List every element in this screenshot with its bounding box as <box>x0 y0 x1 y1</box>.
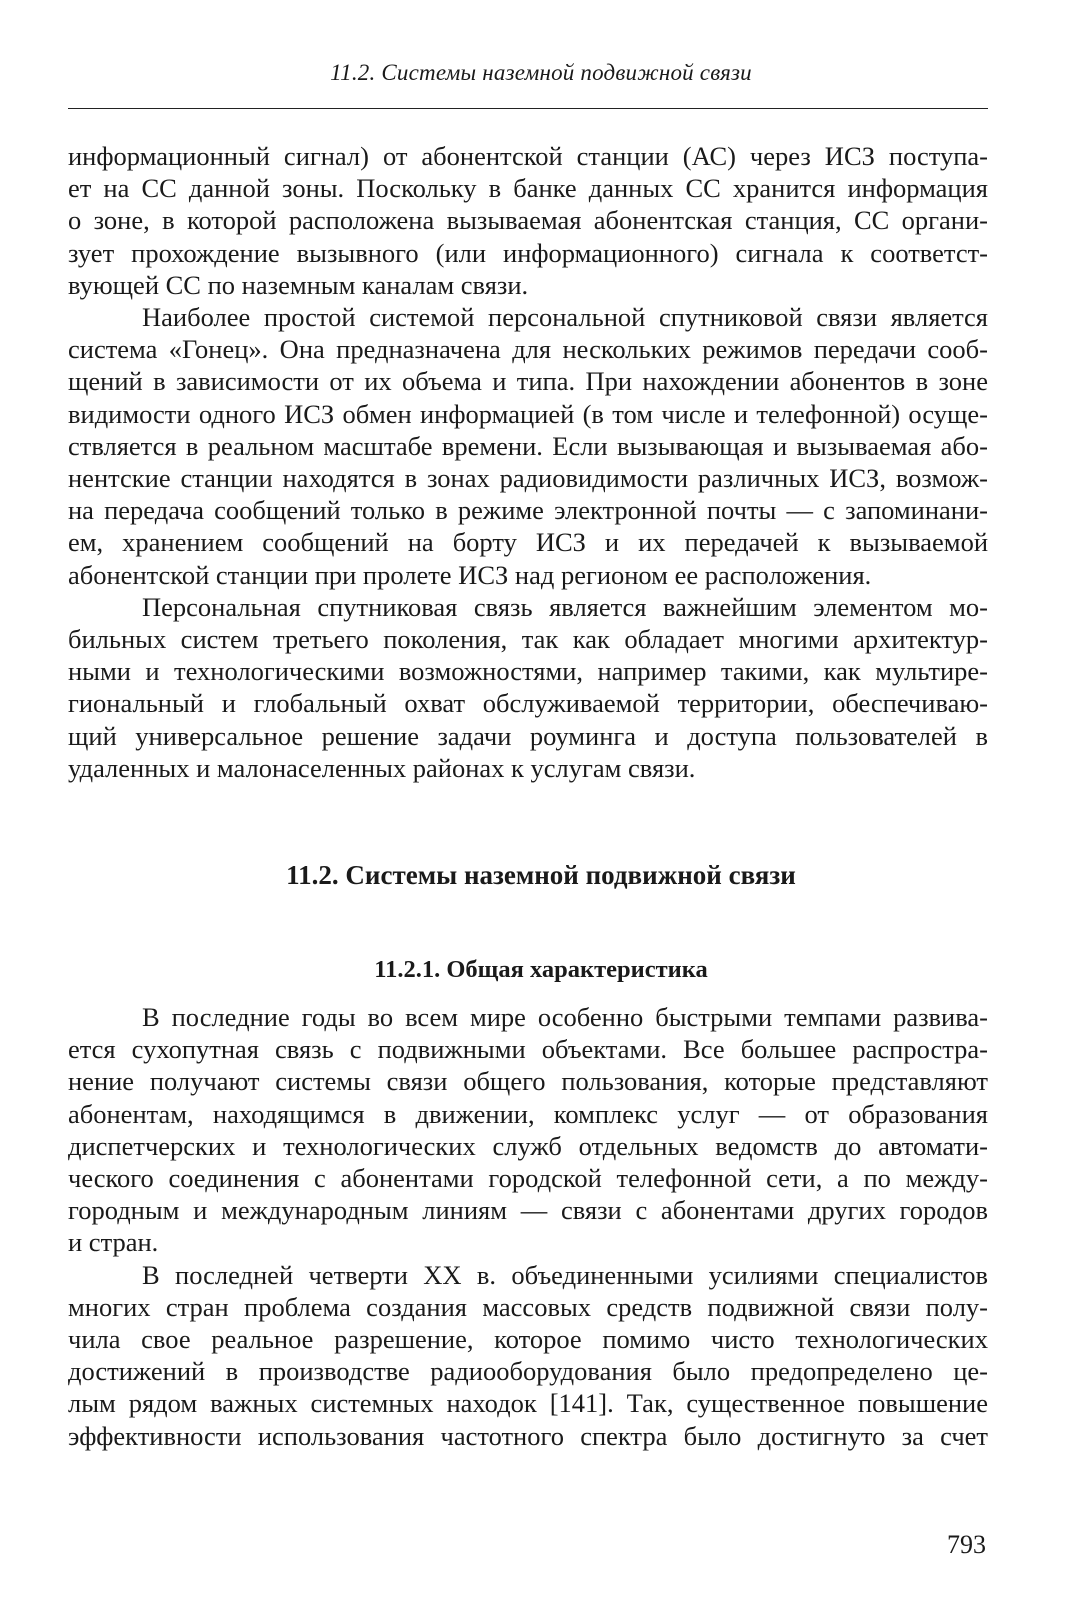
body-text-bottom <box>68 1001 988 1452</box>
text-line: о зоне, в которой расположена вызываемая абонентская станция, СС органи- <box>68 205 988 236</box>
text-line: абонентской станции при пролете ИСЗ над регионом ее расположения. <box>68 559 872 590</box>
paragraph <box>68 1259 988 1452</box>
text-line: ет на СС данной зоны. Поскольку в банке данных СС хранится информация <box>68 173 988 204</box>
text-line: лым рядом важных системных находок [141]. Так, существенное повышение <box>68 1388 988 1419</box>
text-line: эффективности использования частотного спектра было достигнуто за счет <box>68 1420 988 1451</box>
text-line: Наиболее простой системой персональной спутниковой связи является <box>142 302 988 333</box>
text-line: абонентам, находящимся в движении, комплекс услуг — от образования <box>68 1098 988 1129</box>
paragraph <box>68 591 988 784</box>
text-line: диспетчерских и технологических служб отдельных ведомств до автомати- <box>68 1130 988 1161</box>
text-line: достижений в производстве радиооборудования было предопределено це- <box>68 1356 988 1387</box>
text-line: система «Гонец». Она предназначена для нескольких режимов передачи сооб- <box>68 334 988 365</box>
text-line: щений в зависимости от их объема и типа. При нахождении абонентов в зоне <box>68 366 988 397</box>
subsection-heading: 11.2.1. Общая характеристика <box>374 956 708 983</box>
text-line: зует прохождение вызывного (или информационного) сигнала к соответст- <box>68 237 988 268</box>
text-line: бильных систем третьего поколения, так как обладает многими архитектур- <box>68 624 988 655</box>
text-line: ствляется в реальном масштабе времени. Если вызывающая и вызываемая або- <box>68 430 988 461</box>
text-line: видимости одного ИСЗ обмен информацией (в том числе и телефонной) осуще- <box>68 398 988 429</box>
text-line: городным и международным линиям — связи с абонентами других городов <box>68 1195 988 1226</box>
text-line: гиональный и глобальный охват обслуживаемой территории, обеспечиваю- <box>68 688 988 719</box>
text-line: многих стран проблема создания массовых средств подвижной связи полу- <box>68 1291 988 1322</box>
paragraph <box>68 1001 988 1259</box>
text-line: щий универсальное решение задачи роуминга и доступа пользователей в <box>68 720 988 751</box>
text-line: нение получают системы связи общего пользования, которые представляют <box>68 1066 988 1097</box>
section-heading: 11.2. Системы наземной подвижной связи <box>286 860 796 890</box>
text-line: ными и технологическими возможностями, например такими, как мультире- <box>68 656 988 687</box>
paragraph <box>68 301 988 591</box>
text-line: чила свое реальное разрешение, которое помимо чисто технологических <box>68 1324 988 1355</box>
text-line: ем, хранением сообщений на борту ИСЗ и их передачей к вызываемой <box>68 527 988 558</box>
header-rule <box>68 108 988 109</box>
text-line: ется сухопутная связь с подвижными объектами. Все большее распростра- <box>68 1034 988 1065</box>
text-line: и стран. <box>68 1227 159 1258</box>
text-line: В последние годы во всем мире особенно быстрыми темпами развива- <box>142 1002 988 1032</box>
text-line: нентские станции находятся в зонах радиовидимости различных ИСЗ, возмож- <box>68 463 988 494</box>
paragraph <box>68 140 988 301</box>
page-number: 793 <box>947 1530 986 1559</box>
text-line: вующей СС по наземным каналам связи. <box>68 269 529 300</box>
running-header: 11.2. Системы наземной подвижной связи <box>330 60 752 85</box>
body-text-top <box>68 140 988 784</box>
text-line: ческого соединения с абонентами городской телефонной сети, а по между- <box>68 1163 988 1194</box>
text-line: информационный сигнал) от абонентской станции (АС) через ИСЗ поступа- <box>68 141 988 171</box>
text-line: удаленных и малонаселенных районах к услугам связи. <box>68 752 696 783</box>
text-line: на передача сообщений только в режиме электронной почты — с запоминани- <box>68 495 988 526</box>
text-line: Персональная спутниковая связь является важнейшим элементом мо- <box>142 591 988 622</box>
text-line: В последней четверти XX в. объединенными усилиями специалистов <box>142 1259 988 1290</box>
